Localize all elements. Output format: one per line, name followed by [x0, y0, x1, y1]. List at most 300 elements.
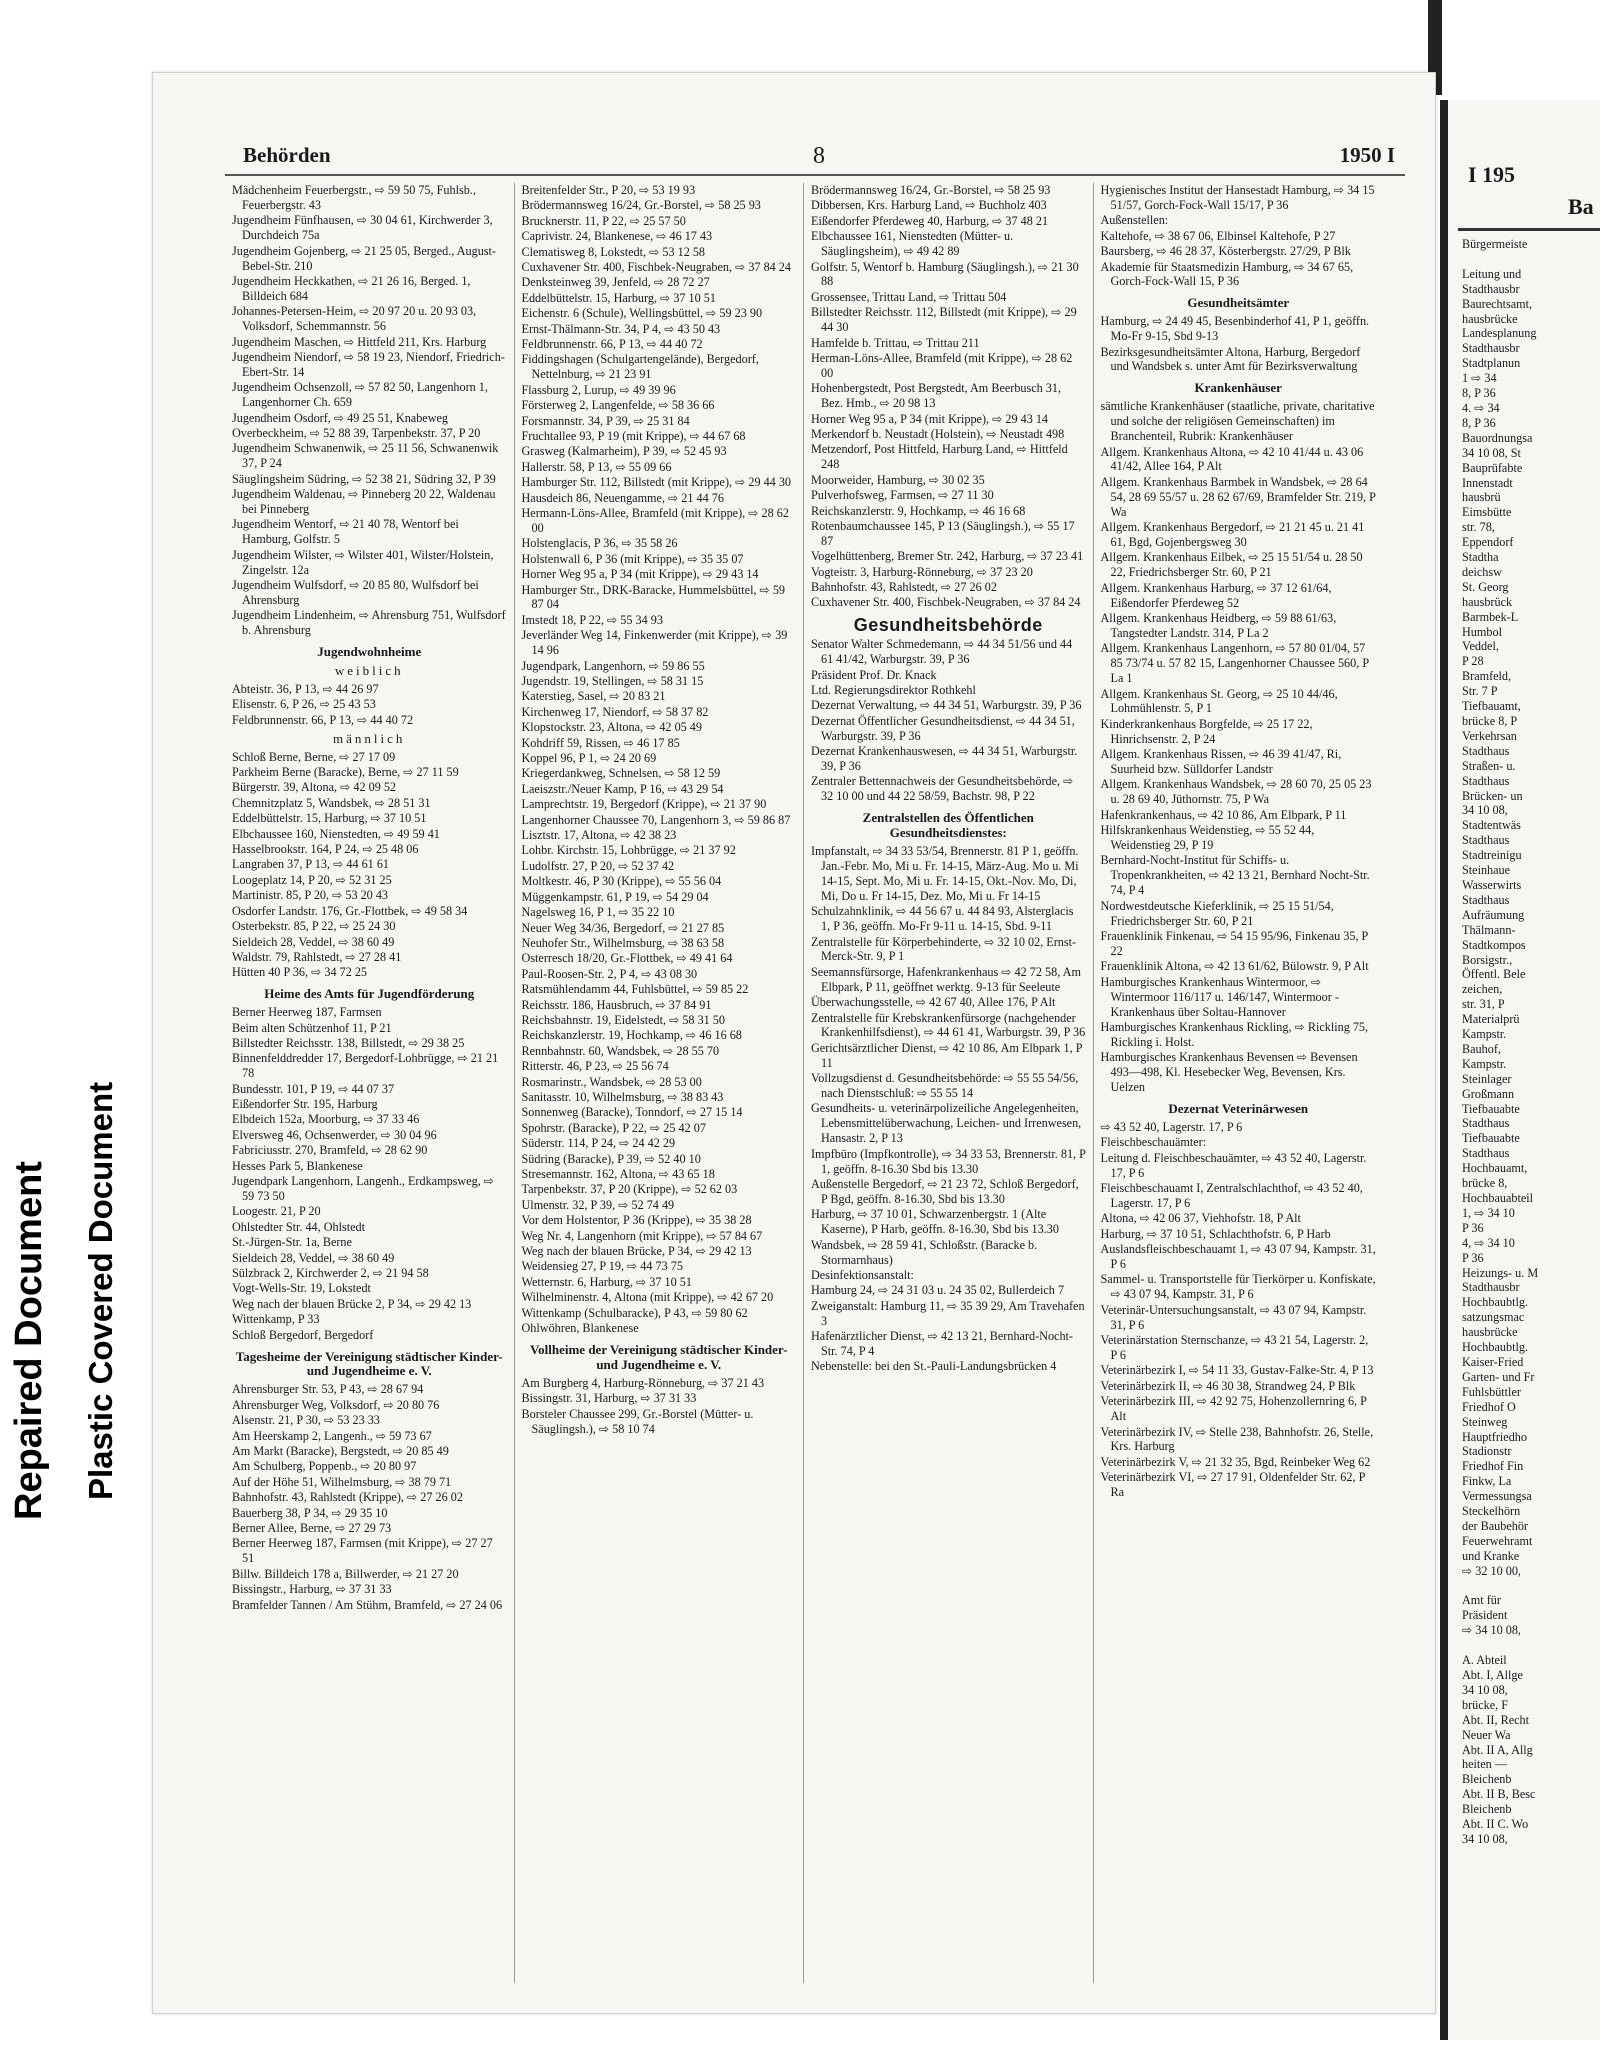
directory-entry: Wilhelminenstr. 4, Altona (mit Krippe), ⇨ 42 67 20	[521, 1290, 774, 1305]
adjacent-line: St. Georg	[1462, 579, 1509, 594]
directory-entry: Jugendheim Ochsenzoll, ⇨ 57 82 50, Langenhorn 1, Langenhorner Ch. 659	[232, 380, 488, 410]
directory-entry: Sonnenweg (Baracke), Tonndorf, ⇨ 27 15 14	[521, 1105, 743, 1120]
directory-entry: Akademie für Staatsmedizin Hamburg, ⇨ 34 67 65, Gorch-Fock-Wall 15, P 36	[1100, 259, 1354, 289]
adjacent-line: Kampstr.	[1462, 1056, 1507, 1071]
section-heading: Gesundheitsämter	[1187, 295, 1290, 311]
directory-entry: Gerichtsärztlicher Dienst, ⇨ 42 10 86, Am Elbpark 1, P 11	[811, 1040, 1083, 1070]
directory-entry: Jugendheim Heckkathen, ⇨ 21 26 16, Berged. 1, Billdeich 684	[232, 273, 471, 303]
directory-entry: Am Burgberg 4, Harburg-Rönneburg, ⇨ 37 21 43	[521, 1375, 765, 1390]
adjacent-line: hausbrück	[1462, 594, 1513, 609]
adjacent-line: Bürgermeiste	[1462, 237, 1528, 251]
directory-entry: Jugendheim Wulfsdorf, ⇨ 20 85 80, Wulfsdorf bei Ahrensburg	[232, 578, 479, 607]
directory-entry: Müggenkampstr. 61, P 19, ⇨ 54 29 04	[521, 889, 709, 904]
adjacent-line: 34 10 08,	[1462, 1682, 1508, 1697]
directory-entry: Nebenstelle: bei den St.-Pauli-Landungsbrücken 4	[811, 1359, 1057, 1374]
directory-entry: Vollzugsdienst d. Gesundheitsbehörde: ⇨ 55 55 54/56, nach Dienstschluß: ⇨ 55 55 14	[811, 1071, 1079, 1101]
directory-entry: Leitung d. Fleischbeschauämter, ⇨ 43 52 40, Lagerstr. 17, P 6	[1100, 1150, 1367, 1180]
adjacent-line: 8, P 36	[1462, 386, 1496, 401]
directory-entry: Allgem. Krankenhaus Eilbek, ⇨ 25 15 51/54 u. 28 50 22, Friedrichsberger Str. 60, P 21	[1100, 550, 1363, 580]
adjacent-line: Barmbek-L	[1462, 609, 1519, 624]
directory-entry: Horner Weg 95 a, P 34 (mit Krippe), ⇨ 29 43 14	[521, 567, 759, 582]
directory-entry: Martinistr. 85, P 20, ⇨ 53 20 43	[232, 888, 389, 903]
adjacent-line: 34 10 08,	[1462, 1831, 1508, 1846]
adjacent-line: Steinweg	[1462, 1414, 1508, 1429]
directory-entry: Eichenstr. 6 (Schule), Wellingsbüttel, ⇨ 59 23 90	[521, 306, 763, 321]
directory-entry: Cuxhavener Str. 400, Fischbek-Neugraben, ⇨ 37 84 24	[521, 260, 791, 275]
directory-entry: Moltkestr. 46, P 30 (Krippe), ⇨ 55 56 04	[521, 874, 722, 889]
adjacent-line: Bauordnungsa	[1462, 430, 1533, 445]
adjacent-line: Tiefbauamt,	[1462, 699, 1521, 714]
adjacent-line: Kampstr.	[1462, 1027, 1507, 1042]
directory-entry: Grasweg (Kalmarheim), P 39, ⇨ 52 45 93	[521, 444, 727, 459]
section-heading: Krankenhäuser	[1194, 380, 1282, 396]
adjacent-line: A. Abteil	[1462, 1653, 1507, 1668]
directory-entry: Ltd. Regierungsdirektor Rothkehl	[811, 683, 976, 697]
directory-entry: Sieldeich 28, Veddel, ⇨ 38 60 49	[232, 1250, 395, 1265]
directory-entry: Ahrensburger Weg, Volksdorf, ⇨ 20 80 76	[232, 1397, 440, 1412]
adjacent-line: Tiefbauabte	[1462, 1101, 1520, 1116]
directory-entry: Brucknerstr. 11, P 22, ⇨ 25 57 50	[521, 213, 686, 228]
directory-entry: Veterinärbezirk IV, ⇨ Stelle 238, Bahnhofstr. 26, Stelle, Krs. Harburg	[1100, 1424, 1374, 1454]
adjacent-line: Stadthaus	[1462, 833, 1510, 848]
header-page-number: 8	[813, 143, 825, 169]
directory-entry: Sülzbrack 2, Kirchwerder 2, ⇨ 21 94 58	[232, 1266, 429, 1281]
directory-entry: Forsmannstr. 34, P 39, ⇨ 25 31 84	[521, 413, 690, 428]
directory-entry: Frauenklinik Altona, ⇨ 42 13 61/62, Bülowstr. 9, P Alt	[1100, 959, 1369, 974]
directory-entry: Präsident Prof. Dr. Knack	[811, 667, 937, 682]
directory-entry: Loogestr. 21, P 20	[232, 1204, 321, 1219]
directory-entry: Jugendheim Niendorf, ⇨ 58 19 23, Niendorf, Friedrich-Ebert-Str. 14	[232, 349, 505, 379]
adjacent-line: Str. 7 P	[1462, 684, 1498, 699]
adjacent-line: Straßen- u.	[1462, 758, 1516, 773]
directory-entry: Veterinär-Untersuchungsanstalt, ⇨ 43 07 94, Kampstr. 31, P 6	[1100, 1302, 1367, 1332]
directory-entry: Reichsstr. 186, Hausbruch, ⇨ 37 84 91	[521, 997, 712, 1012]
column-1	[225, 183, 515, 1983]
directory-entry: Schloß Bergedorf, Bergedorf	[232, 1327, 374, 1342]
directory-entry: Vogelhüttenberg, Bremer Str. 242, Harburg, ⇨ 37 23 41	[811, 549, 1084, 564]
directory-entry: Desinfektionsanstalt:	[811, 1267, 914, 1282]
directory-entry: Moorweider, Hamburg, ⇨ 30 02 35	[811, 472, 985, 487]
directory-entry: Senator Walter Schmedemann, ⇨ 44 34 51/56 und 44 61 41/42, Warburgstr. 39, P 36	[811, 637, 1073, 667]
directory-entry: Fabriciusstr. 270, Bramfeld, ⇨ 28 62 90	[232, 1143, 428, 1158]
adjacent-line: 1 ⇨ 34	[1462, 371, 1497, 386]
directory-entry: Beim alten Schützenhof 11, P 21	[232, 1020, 392, 1035]
directory-entry: Allgem. Krankenhaus Harburg, ⇨ 37 12 61/64, Eißendorfer Pferdeweg 52	[1100, 580, 1332, 610]
directory-entry: Denksteinweg 39, Jenfeld, ⇨ 28 72 27	[521, 275, 710, 290]
adjacent-line: Hochbaubtlg.	[1462, 1295, 1529, 1310]
adjacent-line: Stadthausbr	[1462, 281, 1520, 296]
directory-entry: Abteistr. 36, P 13, ⇨ 44 26 97	[232, 682, 379, 696]
directory-entry: Hamburger Str. 112, Billstedt (mit Krippe), ⇨ 29 44 30	[521, 475, 792, 490]
adjacent-line: Abt. II B, Besc	[1462, 1787, 1536, 1802]
directory-entry: Weg nach der blauen Brücke, P 34, ⇨ 29 42 13	[521, 1244, 752, 1259]
directory-entry: Zentralstelle für Krebskrankenfürsorge (nachgehender Krankenhilfsdienst), ⇨ 44 61 41, Warburgstr. 39, P 36	[811, 1010, 1086, 1040]
directory-entry: Allgem. Krankenhaus Barmbek in Wandsbek, ⇨ 28 64 54, 28 69 55/57 u. 28 62 67/69, Bramfelder Str. 219, P Wa	[1100, 474, 1376, 519]
directory-entry: Ernst-Thälmann-Str. 34, P 4, ⇨ 43 50 43	[521, 321, 721, 336]
directory-entry: Bezirksgesundheitsämter Altona, Harburg, Bergedorf und Wandsbek s. unter Amt für Bezirksverwaltung	[1100, 344, 1361, 374]
directory-entry: Merkendorf b. Neustadt (Holstein), ⇨ Neustadt 498	[811, 427, 1065, 441]
directory-entry: Bissingstr., Harburg, ⇨ 37 31 33	[232, 1582, 392, 1597]
adjacent-line: Hochbaubtlg.	[1462, 1340, 1529, 1355]
directory-entry: Jugendheim Lindenheim, ⇨ Ahrensburg 751, Wulfsdorf b. Ahrensburg	[232, 608, 506, 638]
directory-entry: Billstedter Reichsstr. 138, Billstedt, ⇨ 29 38 25	[232, 1035, 465, 1050]
directory-entry: Caprivistr. 24, Blankenese, ⇨ 46 17 43	[521, 229, 713, 244]
directory-entry: Fleischbeschauamt I, Zentralschlachthof, ⇨ 43 52 40, Lagerstr. 17, P 6	[1100, 1181, 1363, 1210]
directory-entry: Holstenglacis, P 36, ⇨ 35 58 26	[521, 536, 678, 551]
directory-entry: Ludolfstr. 27, P 20, ⇨ 52 37 42	[521, 858, 675, 873]
section-heading: Heime des Amts für Jugendförderung	[264, 986, 475, 1002]
directory-entry: Ulmenstr. 32, P 39, ⇨ 52 74 49	[521, 1197, 675, 1212]
directory-entry: Försterweg 2, Langenfelde, ⇨ 58 36 66	[521, 398, 715, 413]
directory-entry: Hamburg 24, ⇨ 24 31 03 u. 24 35 02, Bullerdeich 7	[811, 1283, 1065, 1298]
directory-entry: Zweiganstalt: Hamburg 11, ⇨ 35 39 29, Am Travehafen 3	[811, 1298, 1085, 1328]
directory-entry: Auslandsfleischbeschauamt 1, ⇨ 43 07 94, Kampstr. 31, P 6	[1100, 1242, 1376, 1272]
directory-entry: Überwachungsstelle, ⇨ 42 67 40, Allee 176, P Alt	[811, 995, 1056, 1010]
directory-entry: Hamburg, ⇨ 24 49 45, Besenbinderhof 41, P 1, geöffn. Mo-Fr 9-15, Sbd 9-13	[1100, 314, 1370, 344]
directory-entry: Eddelbüttelstr. 15, Harburg, ⇨ 37 10 51	[521, 290, 716, 305]
directory-entry: Berner Heerweg 187, Farmsen	[232, 1005, 382, 1020]
directory-entry: Osterbekstr. 85, P 22, ⇨ 25 24 30	[232, 919, 396, 934]
adjacent-line: Humbol	[1462, 624, 1502, 639]
directory-entry: Bramfelder Tannen / Am Stühm, Bramfeld, ⇨ 27 24 06	[232, 1597, 503, 1612]
adjacent-line: Stadtreinigu	[1462, 848, 1522, 863]
adjacent-line: Finkw, La	[1462, 1474, 1512, 1489]
adjacent-line: hausbrücke	[1462, 311, 1518, 326]
section-heading: Dezernat Veterinärwesen	[1168, 1100, 1309, 1116]
adjacent-page-lines	[1448, 231, 1600, 1847]
adjacent-line: Landesplanung	[1462, 326, 1537, 341]
directory-entry: Fleischbeschauämter:	[1100, 1135, 1207, 1150]
directory-entry: Reichsbahnstr. 19, Eidelstedt, ⇨ 58 31 50	[521, 1012, 725, 1027]
document-page	[152, 72, 1436, 2014]
directory-entry: Bundesstr. 101, P 19, ⇨ 44 07 37	[232, 1081, 395, 1096]
directory-entry: Hütten 40 P 36, ⇨ 34 72 25	[232, 965, 368, 980]
directory-entry: Allgem. Krankenhaus St. Georg, ⇨ 25 10 44/46, Lohmühlenstr. 5, P 1	[1100, 686, 1338, 716]
directory-entry: Johannes-Petersen-Heim, ⇨ 20 97 20 u. 20 93 03, Volksdorf, Schemmannstr. 56	[232, 304, 477, 334]
directory-entry: Am Schulberg, Poppenb., ⇨ 20 80 97	[232, 1459, 417, 1474]
column-4	[1094, 183, 1384, 1983]
directory-entry: Harburg, ⇨ 37 10 01, Schwarzenbergstr. 1 (Alte Kaserne), P Harb, geöffn. 8-16.30, Sbd bis 13.30	[811, 1207, 1059, 1237]
directory-entry: Bernhard-Nocht-Institut für Schiffs- u. Tropenkrankheiten, ⇨ 42 13 21, Bernhard Nocht-Str. 74, P 4	[1100, 853, 1370, 898]
directory-entry: Metzendorf, Post Hittfeld, Harburg Land, ⇨ Hittfeld 248	[811, 442, 1068, 472]
header-year: 1950 I	[1339, 143, 1395, 167]
directory-entry: Sieldeich 28, Veddel, ⇨ 38 60 49	[232, 934, 395, 949]
header-rule	[225, 174, 1405, 176]
adjacent-line	[1462, 1638, 1600, 1653]
directory-entry: Imstedt 18, P 22, ⇨ 55 34 93	[521, 612, 663, 627]
section-heading: männlich	[333, 730, 406, 746]
adjacent-line: 8, P 36	[1462, 415, 1496, 430]
adjacent-line: Borsigstr.,	[1462, 952, 1513, 967]
directory-entry: Vor dem Holstentor, P 36 (Krippe), ⇨ 35 38 28	[521, 1213, 752, 1228]
directory-entry: Auf der Höhe 51, Wilhelmsburg, ⇨ 38 79 71	[232, 1474, 452, 1489]
directory-entry: Wittenkamp, P 33	[232, 1312, 320, 1327]
column-2	[515, 183, 805, 1983]
adjacent-line: Veddel,	[1462, 639, 1499, 654]
directory-entry: Süderstr. 114, P 24, ⇨ 24 42 29	[521, 1136, 676, 1151]
directory-entry: Dezernat Verwaltung, ⇨ 44 34 51, Warburgstr. 39, P 36	[811, 698, 1082, 713]
directory-entry: Jugendheim Maschen, ⇨ Hittfeld 211, Krs. Harburg	[232, 334, 487, 349]
directory-entry: Stresemannstr. 162, Altona, ⇨ 43 65 18	[521, 1167, 715, 1181]
directory-entry: Horner Weg 95 a, P 34 (mit Krippe), ⇨ 29 43 14	[811, 411, 1049, 426]
adjacent-line: hausbrü	[1462, 490, 1501, 505]
adjacent-line: Brücken- un	[1462, 788, 1523, 803]
directory-entry: Ohlstedter Str. 44, Ohlstedt	[232, 1219, 366, 1234]
plastic-covered-label: Plastic Covered Document	[82, 1081, 119, 1500]
directory-entry: Reichskanzlerstr. 9, Hochkamp, ⇨ 46 16 68	[811, 503, 1026, 518]
directory-entry: Feldbrunnenstr. 66, P 13, ⇨ 44 40 72	[232, 712, 414, 727]
directory-entry: Jugendpark Langenhorn, Langenh., Erdkampsweg, ⇨ 59 73 50	[232, 1174, 495, 1203]
directory-entry: Jugendheim Gojenberg, ⇨ 21 25 05, Berged., August-Bebel-Str. 210	[232, 243, 496, 273]
adjacent-line: Wasserwirts	[1462, 877, 1522, 892]
directory-entry: Hamburgisches Krankenhaus Rickling, ⇨ Rickling 75, Rickling i. Holst.	[1100, 1019, 1369, 1049]
adjacent-line: Bauhof,	[1462, 1041, 1501, 1056]
adjacent-page-strip	[1440, 100, 1600, 2040]
directory-entry: Hermann-Löns-Allee, Bramfeld (mit Krippe), ⇨ 28 62 00	[521, 506, 789, 535]
directory-entry: Wittenkamp (Schulbaracke), P 43, ⇨ 59 80 62	[521, 1305, 748, 1320]
directory-entry: Außenstelle Bergedorf, ⇨ 21 23 72, Schloß Bergedorf, P Bgd, geöffn. 8-16.30, Sbd bis 13.30	[811, 1177, 1079, 1206]
section-heading: weiblich	[334, 663, 404, 679]
directory-entry: Am Heerskamp 2, Langenh., ⇨ 59 73 67	[232, 1428, 432, 1443]
adjacent-line: Eppendorf	[1462, 535, 1514, 550]
adjacent-line: Stadthaus	[1462, 743, 1510, 758]
adjacent-line: und Kranke	[1462, 1548, 1520, 1563]
adjacent-line: brücke 8,	[1462, 1176, 1508, 1191]
adjacent-line: Heizungs- u. M	[1462, 1265, 1539, 1280]
directory-entry: Weg nach der blauen Brücke 2, P 34, ⇨ 29 42 13	[232, 1296, 472, 1311]
directory-entry: St.-Jürgen-Str. 1a, Berne	[232, 1235, 352, 1250]
adjacent-line: hausbrücke	[1462, 1325, 1518, 1340]
adjacent-line: Steinhaue	[1462, 863, 1511, 878]
directory-entry: Sammel- u. Transportstelle für Tierkörper u. Konfiskate, ⇨ 43 07 94, Kampstr. 31, P 6	[1100, 1272, 1376, 1302]
directory-entry: Binnenfelddredder 17, Bergedorf-Lohbrügge, ⇨ 21 21 78	[232, 1051, 499, 1081]
adjacent-line: Großmann	[1462, 1086, 1515, 1101]
adjacent-line: str. 31, P	[1462, 997, 1505, 1012]
directory-entry: Veterinärbezirk VI, ⇨ 27 17 91, Oldenfelder Str. 62, P Ra	[1100, 1470, 1365, 1500]
adjacent-line: Abt. II, Recht	[1462, 1712, 1530, 1727]
directory-entry: Schloß Berne, Berne, ⇨ 27 17 09	[232, 749, 396, 764]
adjacent-line: Aufräumung	[1462, 907, 1525, 922]
adjacent-line: Steckelhörn	[1462, 1504, 1521, 1519]
directory-entry: Säuglingsheim Südring, ⇨ 52 38 21, Südring 32, P 39	[232, 471, 496, 486]
directory-entry: Brödermannsweg 16/24, Gr.-Borstel, ⇨ 58 25 93	[521, 198, 761, 213]
adjacent-line: Stadtkompos	[1462, 937, 1526, 952]
side-label-block	[0, 700, 140, 1540]
directory-entry: Bissingstr. 31, Harburg, ⇨ 37 31 33	[521, 1391, 697, 1406]
adjacent-line: Stadthausbr	[1462, 341, 1520, 356]
directory-entry: Allgem. Krankenhaus Wandsbek, ⇨ 28 60 70, 25 05 23 u. 28 69 40, Jüthornstr. 75, P Wa	[1100, 777, 1372, 807]
directory-entry: Südring (Baracke), P 39, ⇨ 52 40 10	[521, 1151, 701, 1166]
directory-entry: Hafenkrankenhaus, ⇨ 42 10 86, Am Elbpark, P 11	[1100, 807, 1347, 822]
directory-entry: Ratsmühlendamm 44, Fuhlsbüttel, ⇨ 59 85 22	[521, 982, 749, 997]
directory-entry: Lisztstr. 17, Altona, ⇨ 42 38 23	[521, 828, 677, 843]
directory-entry: Veterinärbezirk I, ⇨ 54 11 33, Gustav-Falke-Str. 4, P 13	[1100, 1363, 1374, 1378]
adjacent-line: Friedhof O	[1462, 1399, 1516, 1414]
directory-entry: Gesundheits- u. veterinärpolizeiliche Angelegenheiten, Lebensmittelüberwachung, Leichen- und Irrenwesen, Hansastr. 2, P 13	[811, 1101, 1082, 1146]
directory-entry: Eißendorfer Str. 195, Harburg	[232, 1097, 378, 1112]
adjacent-line: 34 10 08, St	[1462, 445, 1521, 460]
directory-entry: Allgem. Krankenhaus Bergedorf, ⇨ 21 21 45 u. 21 41 61, Bgd, Gojenbergsweg 30	[1100, 520, 1365, 549]
directory-entry: Berner Allee, Berne, ⇨ 27 29 73	[232, 1521, 392, 1536]
adjacent-line: Öffentl. Bele	[1462, 967, 1526, 982]
directory-entry: Zentraler Bettennachweis der Gesundheitsbehörde, ⇨ 32 10 00 und 44 22 58/59, Bachstr. 98, P 22	[811, 774, 1074, 804]
directory-entry: Jugendheim Schwanenwik, ⇨ 25 11 56, Schwanenwik 37, P 24	[232, 441, 499, 471]
adjacent-line: Stadthausbr	[1462, 1280, 1520, 1295]
directory-entry: Allgem. Krankenhaus Heidberg, ⇨ 59 88 61/63, Tangstedter Landstr. 314, P La 2	[1100, 610, 1337, 640]
adjacent-line: P 36	[1462, 1250, 1484, 1265]
directory-entry: Eißendorfer Pferdeweg 40, Harburg, ⇨ 37 48 21	[811, 213, 1049, 228]
directory-entry: Jugendpark, Langenhorn, ⇨ 59 86 55	[521, 658, 705, 673]
section-heading: Zentralstellen des Öffentlichen Gesundheitsdienstes:	[862, 810, 1034, 841]
directory-entry: Veterinärstation Sternschanze, ⇨ 43 21 54, Lagerstr. 2, P 6	[1100, 1333, 1369, 1362]
adjacent-line: satzungsmac	[1462, 1310, 1525, 1325]
directory-entry: Dezernat Krankenhauswesen, ⇨ 44 34 51, Warburgstr. 39, P 36	[811, 744, 1078, 774]
section-heading: Vollheime der Vereinigung städtischer Kinder- und Jugendheime e. V.	[529, 1341, 788, 1372]
directory-entry: Cuxhavener Str. 400, Fischbek-Neugraben, ⇨ 37 84 24	[811, 595, 1081, 610]
adjacent-line: Bauprüfabte	[1462, 460, 1523, 475]
adjacent-line: Eimsbütte	[1462, 505, 1512, 520]
directory-entry: Mädchenheim Feuerbergstr., ⇨ 59 50 75, Fuhlsb., Feuerbergstr. 43	[232, 183, 476, 212]
directory-entry: Tarpenbekstr. 37, P 20 (Krippe), ⇨ 52 62 03	[521, 1182, 738, 1197]
adjacent-line: Hauptfriedho	[1462, 1429, 1527, 1444]
adjacent-line: Hochbauamt,	[1462, 1161, 1528, 1176]
adjacent-line: Bleichenb	[1462, 1802, 1512, 1817]
directory-entry: Bahnhofstr. 43, Rahlstedt (Krippe), ⇨ 27 26 02	[232, 1490, 463, 1505]
directory-entry: Weidensieg 27, P 19, ⇨ 44 73 75	[521, 1259, 683, 1274]
adjacent-line: Abt. II C. Wo	[1462, 1817, 1529, 1832]
directory-entry: Zentralstelle für Körperbehinderte, ⇨ 32 10 02, Ernst-Merck-Str. 9, P 1	[811, 934, 1077, 964]
directory-entry: Rennbahnstr. 60, Wandsbek, ⇨ 28 55 70	[521, 1043, 720, 1058]
adjacent-line: der Baubehör	[1462, 1518, 1528, 1533]
adjacent-line	[1462, 252, 1600, 267]
directory-entry: Billw. Billdeich 178 a, Billwerder, ⇨ 21 27 20	[232, 1566, 459, 1581]
adjacent-line: Leitung und	[1462, 266, 1522, 281]
directory-entry: Ohlwöhren, Blankenese	[521, 1321, 639, 1336]
directory-entry: Jugendstr. 19, Stellingen, ⇨ 58 31 15	[521, 674, 704, 688]
adjacent-page-header: I 195	[1468, 162, 1516, 187]
adjacent-line: 34 10 08,	[1462, 803, 1508, 818]
directory-entry: Ritterstr. 46, P 23, ⇨ 25 56 74	[521, 1059, 669, 1074]
directory-entry: Elversweg 46, Ochsenwerder, ⇨ 30 04 96	[232, 1127, 437, 1142]
directory-entry: Fiddingshagen (Schulgartengelände), Bergedorf, Nettelnburg, ⇨ 21 23 91	[521, 352, 759, 382]
directory-entry: Chemnitzplatz 5, Wandsbek, ⇨ 28 51 31	[232, 795, 431, 810]
directory-entry: Sanitasstr. 10, Wilhelmsburg, ⇨ 38 83 43	[521, 1089, 724, 1104]
adjacent-line: heiten —	[1462, 1757, 1508, 1772]
adjacent-line: Neuer Wa	[1462, 1727, 1511, 1742]
directory-entry: Hygienisches Institut der Hansestadt Hamburg, ⇨ 34 15 51/57, Gorch-Fock-Wall 15/17, P 36	[1100, 183, 1375, 212]
directory-entry: Elbchaussee 161, Nienstedten (Mütter- u. Säuglingsheim), ⇨ 49 42 89	[811, 229, 1014, 259]
column-3	[804, 183, 1094, 1983]
directory-entry: Vogt-Wells-Str. 19, Lokstedt	[232, 1281, 371, 1296]
directory-entry: Weg Nr. 4, Langenhorn (mit Krippe), ⇨ 57 84 67	[521, 1228, 763, 1243]
directory-entry: Feldbrunnenstr. 66, P 13, ⇨ 44 40 72	[521, 337, 703, 352]
adjacent-line: 4, ⇨ 34 10	[1462, 1235, 1515, 1250]
directory-entry: Hamburgisches Krankenhaus Bevensen ⇨ Bevensen 493—498, Kl. Hesebecker Weg, Bevensen, Krs. Uelzen	[1100, 1050, 1358, 1095]
adjacent-line: Friedhof Fin	[1462, 1459, 1524, 1474]
directory-entry: Altona, ⇨ 42 06 37, Viehhofstr. 18, P Alt	[1100, 1211, 1301, 1226]
adjacent-line: Innenstadt	[1462, 475, 1513, 490]
directory-entry: Jugendheim Wentorf, ⇨ 21 40 78, Wentorf bei Hamburg, Golfstr. 5	[232, 517, 459, 547]
directory-entry: Elbchaussee 160, Nienstedten, ⇨ 49 59 41	[232, 826, 440, 841]
adjacent-line: brücke 8, P	[1462, 714, 1518, 728]
adjacent-line: Tiefbauabte	[1462, 1131, 1520, 1146]
directory-entry: Lamprechtstr. 19, Bergedorf (Krippe), ⇨ 21 37 90	[521, 797, 767, 812]
directory-entry: Breitenfelder Str., P 20, ⇨ 53 19 93	[521, 183, 696, 197]
directory-entry: Neuer Weg 34/36, Bergedorf, ⇨ 21 27 85	[521, 920, 725, 935]
directory-entry: Am Markt (Baracke), Bergstedt, ⇨ 20 85 49	[232, 1444, 449, 1458]
directory-entry: Pulverhofsweg, Farmsen, ⇨ 27 11 30	[811, 488, 994, 503]
directory-entry: Bahnhofstr. 43, Rahlstedt, ⇨ 27 26 02	[811, 580, 997, 595]
repaired-document-label: Repaired Document	[8, 1161, 50, 1520]
directory-entry: Wetternstr. 6, Harburg, ⇨ 37 10 51	[521, 1274, 692, 1289]
directory-entry: Jeverländer Weg 14, Finkenwerder (mit Krippe), ⇨ 39 14 96	[521, 628, 788, 658]
directory-entry: Alsenstr. 21, P 30, ⇨ 53 23 33	[232, 1413, 380, 1428]
directory-entry: Baursberg, ⇨ 46 28 37, Kösterbergstr. 27/29, P Blk	[1100, 244, 1351, 259]
directory-entry: Berner Heerweg 187, Farmsen (mit Krippe), ⇨ 27 27 51	[232, 1536, 493, 1566]
directory-entry: Jugendheim Osdorf, ⇨ 49 25 51, Knabeweg	[232, 410, 449, 425]
adjacent-line: 4. ⇨ 34	[1462, 400, 1500, 415]
adjacent-line: brücke, F	[1462, 1697, 1509, 1712]
directory-entry: Dezernat Öffentlicher Gesundheitsdienst, ⇨ 44 34 51, Warburgstr. 39, P 36	[811, 713, 1075, 743]
section-heading: Jugendwohnheime	[317, 644, 422, 660]
directory-entry: Kirchenweg 17, Niendorf, ⇨ 58 37 82	[521, 704, 709, 719]
adjacent-line: Amt für	[1462, 1593, 1501, 1608]
adjacent-page-title: Ba	[1568, 194, 1594, 219]
directory-entry: Vogteistr. 3, Harburg-Rönneburg, ⇨ 37 23 20	[811, 564, 1033, 579]
directory-entry: Waldstr. 79, Rahlstedt, ⇨ 27 28 41	[232, 949, 402, 964]
directory-entry: Hasselbrookstr. 164, P 24, ⇨ 25 48 06	[232, 842, 419, 857]
directory-entry: Nordwestdeutsche Kieferklinik, ⇨ 25 15 51/54, Friedrichsberger Str. 60, P 21	[1100, 898, 1334, 928]
header-section-title: Behörden	[243, 143, 331, 167]
adjacent-line: 1, ⇨ 34 10	[1462, 1205, 1515, 1220]
directory-entry: Bauerberg 38, P 34, ⇨ 29 35 10	[232, 1505, 388, 1520]
adjacent-line: Bramfeld,	[1462, 669, 1512, 684]
adjacent-line: Stadtplanun	[1462, 356, 1521, 371]
directory-entry: Allgem. Krankenhaus Rissen, ⇨ 46 39 41/47, Ri, Suurheid bzw. Sülldorfer Landstr	[1100, 747, 1342, 777]
directory-entry: Hesses Park 5, Blankenese	[232, 1158, 363, 1173]
adjacent-line: Stadthaus	[1462, 892, 1510, 907]
directory-entry: Hohenbergstedt, Post Bergstedt, Am Beerbusch 31, Bez. Hmb., ⇨ 20 98 13	[811, 381, 1062, 411]
adjacent-line: ⇨ 34 10 08,	[1462, 1623, 1521, 1638]
directory-entry: Hilfskrankenhaus Weidenstieg, ⇨ 55 52 44, Weidenstieg 29, P 19	[1100, 823, 1315, 853]
directory-entry: Ahrensburger Str. 53, P 43, ⇨ 28 67 94	[232, 1382, 424, 1397]
adjacent-line: str. 78,	[1462, 520, 1495, 535]
directory-entry: Frauenklinik Finkenau, ⇨ 54 15 95/96, Finkenau 35, P 22	[1100, 929, 1368, 958]
directory-entry: Holstenwall 6, P 36 (mit Krippe), ⇨ 35 35 07	[521, 551, 744, 566]
directory-entry: Hausdeich 86, Neuengamme, ⇨ 21 44 76	[521, 490, 724, 505]
directory-entry: Hallerstr. 58, P 13, ⇨ 55 09 66	[521, 459, 672, 474]
directory-entry: Clematisweg 8, Lokstedt, ⇨ 53 12 58	[521, 244, 706, 259]
directory-entry: Rotenbaumchaussee 145, P 13 (Säuglingsh.), ⇨ 55 17 87	[811, 518, 1075, 548]
directory-entry: Eddelbüttelstr. 15, Harburg, ⇨ 37 10 51	[232, 811, 427, 826]
section-heading: Gesundheitsbehörde	[853, 615, 1043, 636]
directory-entry: Seemannsfürsorge, Hafenkrankenhaus ⇨ 42 72 58, Am Elbpark, P 11, geöffnet werktg. 9-13 für Seeleute	[811, 964, 1081, 994]
directory-entry: Kaltehofe, ⇨ 38 67 06, Elbinsel Kaltehofe, P 27	[1100, 228, 1336, 243]
adjacent-line: Steinlager	[1462, 1071, 1512, 1086]
adjacent-line: Vermessungsa	[1462, 1489, 1532, 1504]
adjacent-line: ⇨ 32 10 00,	[1462, 1563, 1521, 1578]
directory-entry: Elisenstr. 6, P 26, ⇨ 25 43 53	[232, 697, 376, 712]
adjacent-line: Stadtentwäs	[1462, 818, 1521, 833]
directory-entry: Flassburg 2, Lurup, ⇨ 49 39 96	[521, 382, 676, 397]
adjacent-line: Materialprü	[1462, 1012, 1520, 1027]
directory-entry: Veterinärbezirk V, ⇨ 21 32 35, Bgd, Reinbeker Weg 62	[1100, 1454, 1371, 1469]
directory-entry: Jugendheim Fünfhausen, ⇨ 30 04 61, Kirchwerder 3, Durchdeich 75a	[232, 213, 493, 243]
adjacent-line: Hochbauabteil	[1462, 1191, 1534, 1205]
adjacent-line: Kaiser-Fried	[1462, 1354, 1524, 1369]
directory-entry: Loogeplatz 14, P 20, ⇨ 52 31 25	[232, 872, 392, 887]
adjacent-line: Stadtha	[1462, 550, 1499, 565]
